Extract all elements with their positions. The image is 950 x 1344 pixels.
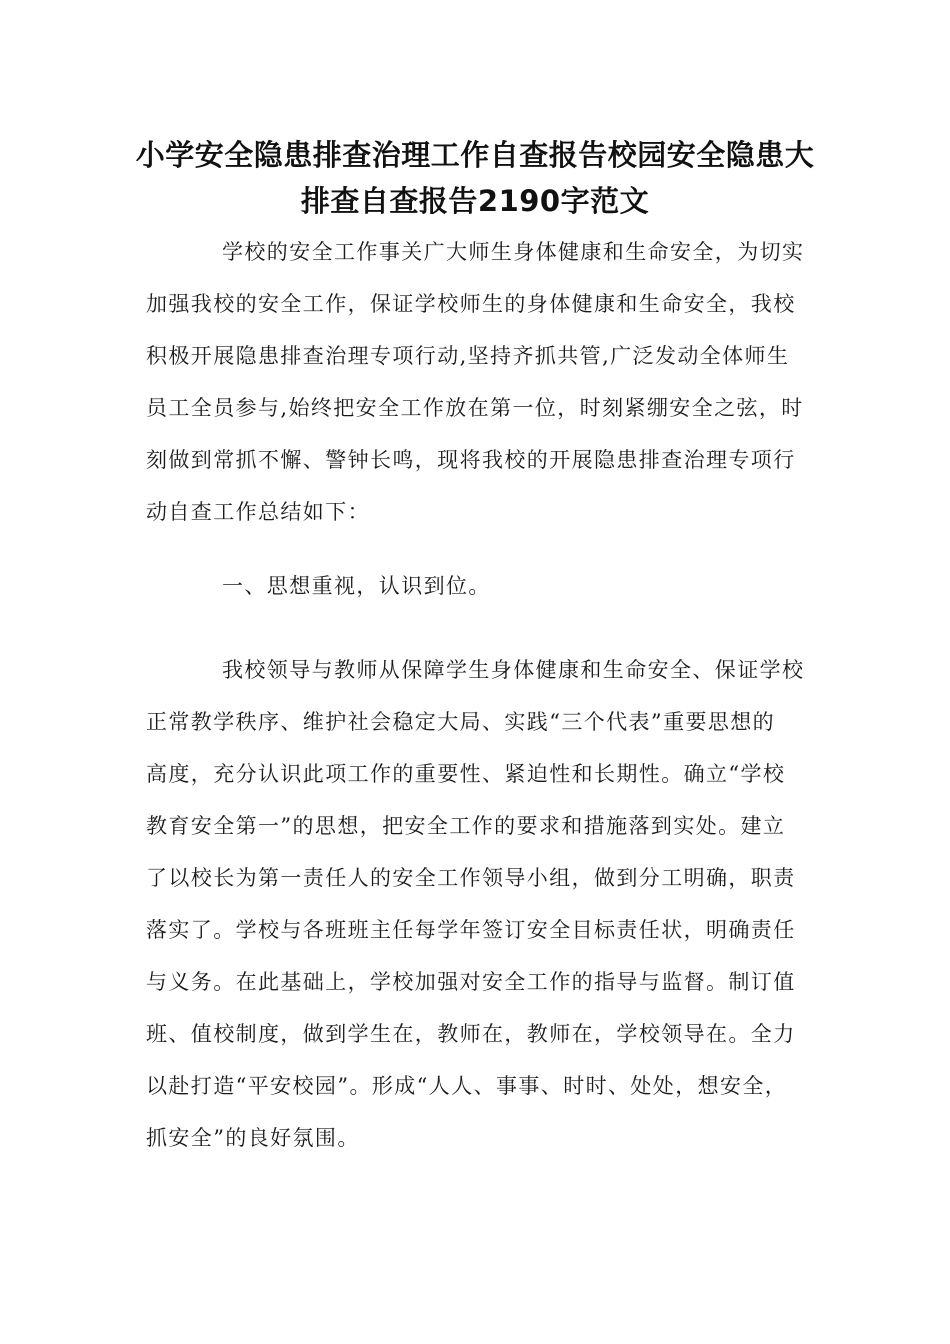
paragraph-line: 落实了。学校与各班班主任每学年签订安全目标责任状，明确责任 <box>146 918 796 942</box>
paragraph-line: 正常教学秩序、维护社会稳定大局、实践“三个代表”重要思想的 <box>146 710 776 734</box>
paragraph-line: 班、值校制度，做到学生在，教师在，教师在，学校领导在。全力 <box>146 1022 796 1046</box>
paragraph-line: 以赴打造“平安校园”。形成“人人、事事、时时、处处，想安全， <box>146 1074 788 1098</box>
document-title <box>130 132 820 224</box>
paragraph-line: 高度，充分认识此项工作的重要性、紧迫性和长期性。确立“学校 <box>146 762 786 786</box>
paragraph-line: 与义务。在此基础上，学校加强对安全工作的指导与监督。制订值 <box>146 970 796 994</box>
paragraph-line: 我校领导与教师从保障学生身体健康和生命安全、保证学校 <box>222 658 805 682</box>
section-heading <box>146 560 806 612</box>
paragraph-line: 动自查工作总结如下： <box>146 500 370 524</box>
paragraph-line: 刻做到常抓不懈、警钟长鸣，现将我校的开展隐患排查治理专项行 <box>146 448 796 472</box>
paragraph-line: 了以校长为第一责任人的安全工作领导小组，做到分工明确，职责 <box>146 866 796 890</box>
paragraph-line: 加强我校的安全工作，保证学校师生的身体健康和生命安全，我校 <box>146 292 796 316</box>
section-paragraph <box>146 644 806 1164</box>
paragraph-line: 员工全员参与,始终把安全工作放在第一位，时刻紧绷安全之弦，时 <box>146 396 804 420</box>
intro-paragraph <box>146 226 806 538</box>
paragraph-line: 积极开展隐患排查治理专项行动,坚持齐抓共管,广泛发动全体师生 <box>146 344 790 368</box>
paragraph-line: 抓安全”的良好氛围。 <box>146 1126 360 1150</box>
title-line: 小学安全隐患排查治理工作自查报告校园安全隐患大 <box>135 138 815 172</box>
section-heading-text: 一、思想重视，认识到位。 <box>222 574 491 598</box>
title-line: 排查自查报告2190字范文 <box>300 184 650 218</box>
paragraph-line: 学校的安全工作事关广大师生身体健康和生命安全，为切实 <box>222 240 805 264</box>
paragraph-line: 教育安全第一”的思想，把安全工作的要求和措施落到实处。建立 <box>146 814 786 838</box>
